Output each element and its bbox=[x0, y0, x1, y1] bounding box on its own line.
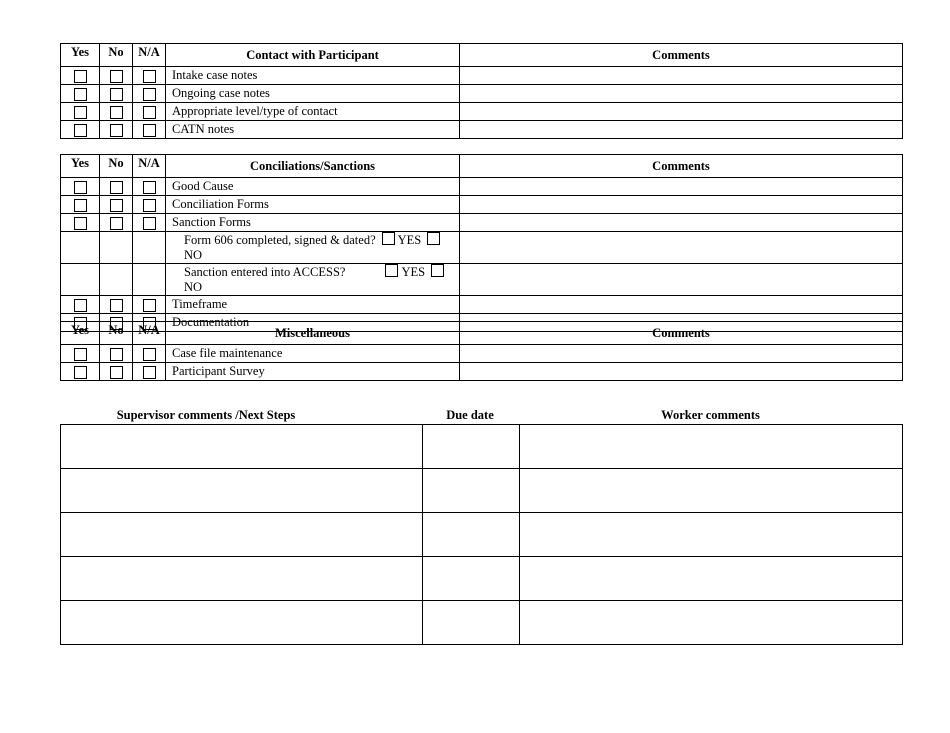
item-label: Participant Survey bbox=[166, 363, 460, 381]
conciliations-sanctions-table bbox=[60, 154, 903, 332]
comments-header: Comments bbox=[460, 44, 903, 67]
item-label: Good Cause bbox=[166, 178, 460, 196]
comments-cell[interactable] bbox=[460, 67, 903, 85]
yes-header: Yes bbox=[61, 44, 100, 67]
yes-checkbox[interactable] bbox=[74, 70, 87, 83]
worker-comment-cell[interactable] bbox=[520, 513, 903, 557]
supervisor-comments-header: Supervisor comments /Next Steps bbox=[116, 408, 296, 422]
table-row bbox=[61, 196, 903, 214]
no-checkbox[interactable] bbox=[110, 299, 123, 312]
no-checkbox[interactable] bbox=[110, 348, 123, 361]
comments-header: Comments bbox=[460, 155, 903, 178]
worker-comment-cell[interactable] bbox=[520, 601, 903, 645]
na-checkbox[interactable] bbox=[143, 88, 156, 101]
contact-with-participant-table bbox=[60, 43, 903, 139]
comments-cell[interactable] bbox=[460, 196, 903, 214]
due-date-cell[interactable] bbox=[423, 469, 520, 513]
item-label: Documentation bbox=[166, 314, 460, 332]
comments-cell[interactable] bbox=[460, 121, 903, 139]
table-row bbox=[61, 214, 903, 232]
yes-label: YES bbox=[397, 233, 422, 247]
due-date-cell[interactable] bbox=[423, 513, 520, 557]
table-row bbox=[61, 178, 903, 196]
supervisor-comment-cell[interactable] bbox=[61, 425, 423, 469]
na-checkbox[interactable] bbox=[143, 124, 156, 137]
no-checkbox[interactable] bbox=[110, 88, 123, 101]
na-header: N/A bbox=[133, 322, 166, 345]
na-checkbox[interactable] bbox=[143, 348, 156, 361]
comments-cell[interactable] bbox=[460, 296, 903, 314]
yes-checkbox[interactable] bbox=[74, 124, 87, 137]
comments-header: Comments bbox=[460, 322, 903, 345]
yes-checkbox[interactable] bbox=[382, 232, 395, 245]
supervisor-worker-table bbox=[60, 424, 903, 645]
yes-label: YES bbox=[401, 265, 426, 279]
no-label: NO bbox=[184, 248, 203, 262]
comments-cell[interactable] bbox=[460, 345, 903, 363]
table-row bbox=[61, 345, 903, 363]
no-checkbox[interactable] bbox=[110, 181, 123, 194]
na-checkbox[interactable] bbox=[143, 70, 156, 83]
subitem-label: Sanction entered into ACCESS? bbox=[184, 265, 346, 279]
table-row bbox=[61, 103, 903, 121]
yes-checkbox[interactable] bbox=[74, 217, 87, 230]
yes-header: Yes bbox=[61, 155, 100, 178]
comments-cell[interactable] bbox=[460, 264, 903, 296]
yes-checkbox[interactable] bbox=[74, 348, 87, 361]
comments-cell[interactable] bbox=[460, 232, 903, 264]
yes-checkbox[interactable] bbox=[74, 199, 87, 212]
yes-checkbox[interactable] bbox=[74, 366, 87, 379]
worker-comment-cell[interactable] bbox=[520, 557, 903, 601]
table-row bbox=[61, 85, 903, 103]
yes-header: Yes bbox=[61, 322, 100, 345]
table-row bbox=[61, 121, 903, 139]
yes-checkbox[interactable] bbox=[74, 88, 87, 101]
na-header: N/A bbox=[133, 155, 166, 178]
na-checkbox[interactable] bbox=[143, 181, 156, 194]
table-row bbox=[61, 232, 903, 264]
due-date-cell[interactable] bbox=[423, 425, 520, 469]
item-label: Intake case notes bbox=[166, 67, 460, 85]
supervisor-comment-cell[interactable] bbox=[61, 601, 423, 645]
table-row bbox=[61, 264, 903, 296]
no-checkbox[interactable] bbox=[110, 124, 123, 137]
comments-cell[interactable] bbox=[460, 103, 903, 121]
section-title: Contact with Participant bbox=[166, 44, 460, 67]
subitem-sanction-access bbox=[166, 264, 460, 296]
yes-checkbox[interactable] bbox=[74, 106, 87, 119]
no-checkbox[interactable] bbox=[110, 217, 123, 230]
table-row bbox=[61, 601, 903, 645]
no-header: No bbox=[100, 155, 133, 178]
item-label: Appropriate level/type of contact bbox=[166, 103, 460, 121]
yes-checkbox[interactable] bbox=[385, 264, 398, 277]
footer-headers bbox=[60, 408, 902, 424]
no-header: No bbox=[100, 44, 133, 67]
table-row bbox=[61, 469, 903, 513]
section-title: Miscellaneous bbox=[166, 322, 460, 345]
no-checkbox[interactable] bbox=[427, 232, 440, 245]
item-label: Sanction Forms bbox=[166, 214, 460, 232]
worker-comments-header: Worker comments bbox=[661, 408, 760, 422]
supervisor-comment-cell[interactable] bbox=[61, 557, 423, 601]
yes-checkbox[interactable] bbox=[74, 299, 87, 312]
section-title: Conciliations/Sanctions bbox=[166, 155, 460, 178]
no-label: NO bbox=[184, 280, 203, 294]
comments-cell[interactable] bbox=[460, 214, 903, 232]
due-date-cell[interactable] bbox=[423, 601, 520, 645]
na-checkbox[interactable] bbox=[143, 366, 156, 379]
due-date-header: Due date bbox=[446, 408, 494, 422]
table-row bbox=[61, 363, 903, 381]
na-checkbox[interactable] bbox=[143, 299, 156, 312]
table-row bbox=[61, 513, 903, 557]
no-checkbox[interactable] bbox=[431, 264, 444, 277]
na-header: N/A bbox=[133, 44, 166, 67]
no-checkbox[interactable] bbox=[110, 106, 123, 119]
subitem-label: Form 606 completed, signed & dated? bbox=[184, 233, 376, 247]
no-checkbox[interactable] bbox=[110, 70, 123, 83]
table-row bbox=[61, 67, 903, 85]
worker-comment-cell[interactable] bbox=[520, 469, 903, 513]
table-row bbox=[61, 557, 903, 601]
yes-checkbox[interactable] bbox=[74, 181, 87, 194]
table-row bbox=[61, 425, 903, 469]
item-label: Ongoing case notes bbox=[166, 85, 460, 103]
item-label: Case file maintenance bbox=[166, 345, 460, 363]
comments-cell[interactable] bbox=[460, 85, 903, 103]
no-checkbox[interactable] bbox=[110, 199, 123, 212]
miscellaneous-table bbox=[60, 321, 903, 381]
comments-cell[interactable] bbox=[460, 178, 903, 196]
item-label: Timeframe bbox=[166, 296, 460, 314]
comments-cell[interactable] bbox=[460, 363, 903, 381]
na-checkbox[interactable] bbox=[143, 217, 156, 230]
worker-comment-cell[interactable] bbox=[520, 425, 903, 469]
supervisor-comment-cell[interactable] bbox=[61, 513, 423, 557]
table-row bbox=[61, 296, 903, 314]
item-label: Conciliation Forms bbox=[166, 196, 460, 214]
na-checkbox[interactable] bbox=[143, 106, 156, 119]
no-checkbox[interactable] bbox=[110, 366, 123, 379]
no-header: No bbox=[100, 322, 133, 345]
item-label: CATN notes bbox=[166, 121, 460, 139]
na-checkbox[interactable] bbox=[143, 199, 156, 212]
due-date-cell[interactable] bbox=[423, 557, 520, 601]
subitem-form-606 bbox=[166, 232, 460, 264]
supervisor-comment-cell[interactable] bbox=[61, 469, 423, 513]
